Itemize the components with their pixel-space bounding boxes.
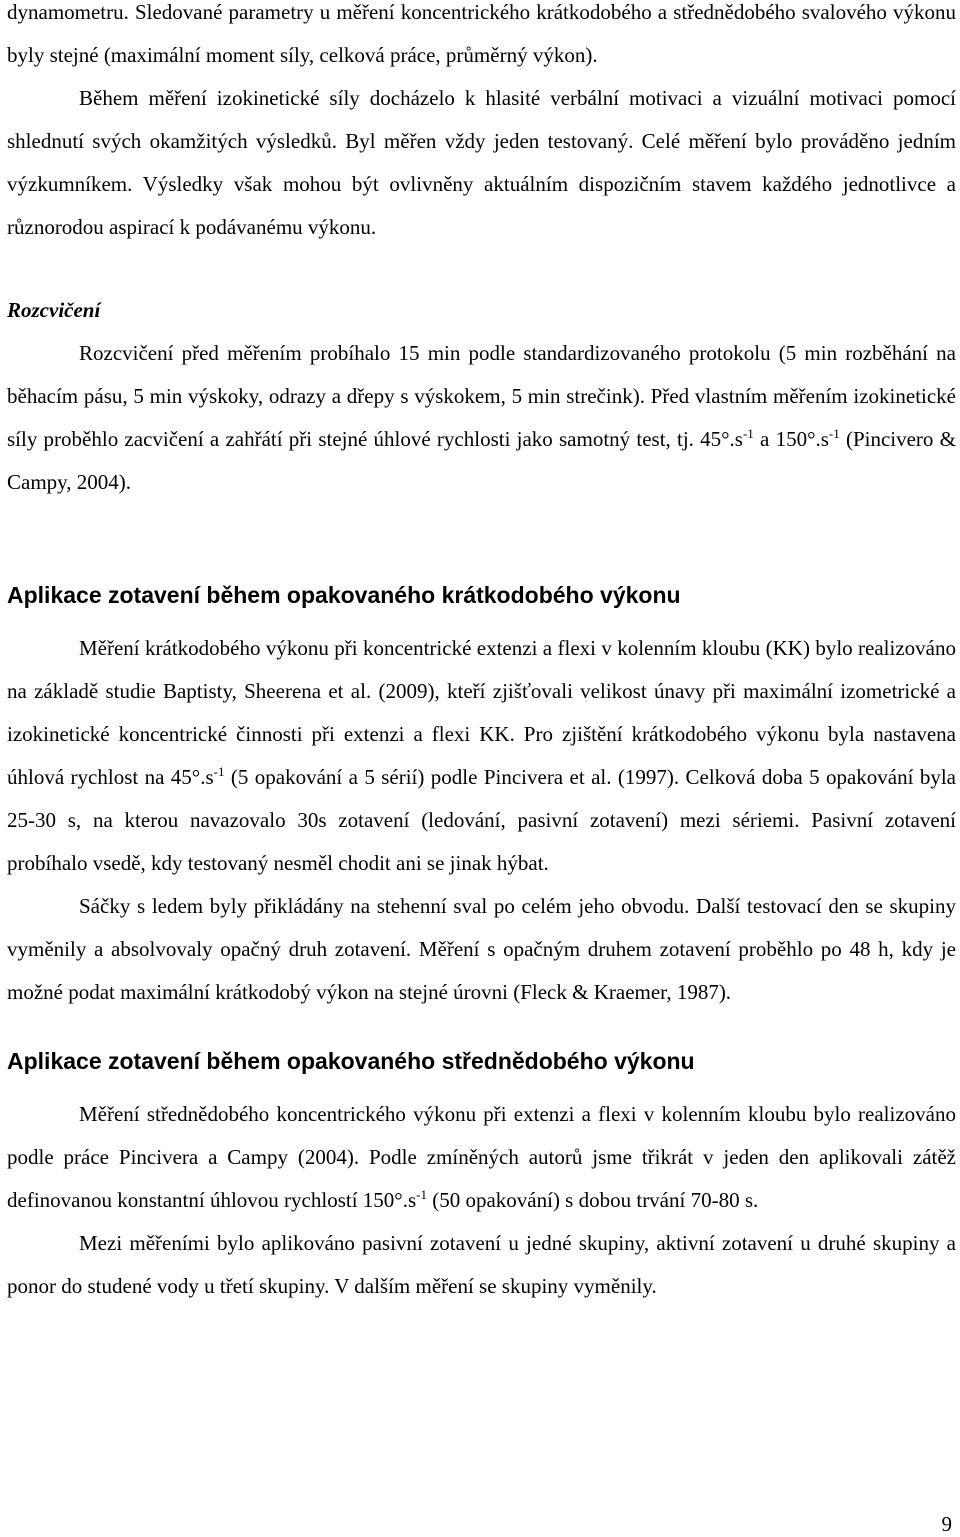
short-term-text-part-1: Měření krátkodobého výkonu při koncentrické extenzi a flexi v kolenním kloubu (KK) bylo realizováno na základě studie Baptisty, Sheerena et al. (2009), kteří zjišťovali velikost únavy při maximální izometrické a izokinetické koncentrické činnosti při extenzi a flexi KK. Pro zjištění krátkodobého výkonu byla nastavena úhlová rychlost na 45°.s <box>7 636 956 789</box>
heading-short-term-recovery: Aplikace zotavení během opakovaného krátkodobého výkonu <box>7 582 681 608</box>
paragraph-measured-parameters: dynamometru. Sledované parametry u měření koncentrického krátkodobého a střednědobého svalového výkonu byly stejné (maximální moment síly, celková práce, průměrný výkon). <box>7 0 956 67</box>
warmup-superscript-2: -1 <box>828 426 840 441</box>
paragraph-short-term-measurement <box>7 627 956 885</box>
short-term-text-part-2: (5 opakování a 5 sérií) podle Pincivera et al. (1997). Celková doba 5 opakování byla 25-30 s, na kterou navazovalo 30s zotavení (ledování, pasivní zotavení) mezi sériemi. Pasivní zotavení probíhalo vsedě, kdy testovaný nesměl chodit ani se jinak hýbat. <box>7 765 956 875</box>
short-term-superscript: -1 <box>213 764 225 779</box>
paragraph-warmup <box>7 332 956 504</box>
warmup-text-part-3: (Pincivero & Campy, 2004). <box>7 427 956 494</box>
mid-term-text-part-2: (50 opakování) s dobou trvání 70-80 s. <box>426 1188 759 1212</box>
paragraph-motivation: Během měření izokinetické síly docházelo k hlasité verbální motivaci a vizuální motivaci pomocí shlednutí svých okamžitých výsledků. Byl měřen vždy jeden testovaný. Celé měření bylo prováděno jedním výzkumníkem. Výsledky však mohou být ovlivněny aktuálním dispozičním stavem každého jednotlivce a různorodou aspirací k podávanému výkonu. <box>7 86 956 239</box>
paragraph-ice-bags: Sáčky s ledem byly přikládány na stehenní sval po celém jeho obvodu. Další testovací den se skupiny vyměnily a absolvovaly opačný druh zotavení. Měření s opačným druhem zotavení proběhlo po 48 h, kdy je možné podat maximální krátkodobý výkon na stejné úrovni (Fleck & Kraemer, 1987). <box>7 894 956 1004</box>
warmup-text-part-1: Rozcvičení před měřením probíhalo 15 min podle standardizovaného protokolu (5 min rozběhání na běhacím pásu, 5 min výskoky, odrazy a dřepy s výskokem, 5 min strečink). Před vlastním měřením izokinetické síly proběhlo zacvičení a zahřátí při stejné úhlové rychlosti jako samotný test, tj. 45°.s <box>7 341 956 451</box>
warmup-superscript-1: -1 <box>742 426 754 441</box>
warmup-text-part-2: a 150°.s <box>753 427 829 451</box>
page-number: 9 <box>941 1512 952 1536</box>
heading-mid-term-recovery: Aplikace zotavení během opakovaného střednědobého výkonu <box>7 1048 695 1074</box>
paragraph-mid-term-measurement <box>7 1093 956 1222</box>
mid-term-text-part-1: Měření střednědobého koncentrického výkonu při extenzi a flexi v kolenním kloubu bylo realizováno podle práce Pincivera a Campy (2004). Podle zmíněných autorů jsme třikrát v jeden den aplikovali zátěž definovanou konstantní úhlovou rychlostí 150°.s <box>7 1102 956 1212</box>
mid-term-superscript: -1 <box>416 1187 427 1202</box>
heading-warmup: Rozcvičení <box>7 298 101 322</box>
document-page <box>7 0 956 1308</box>
paragraph-recovery-types: Mezi měřeními bylo aplikováno pasivní zotavení u jedné skupiny, aktivní zotavení u druhé skupiny a ponor do studené vody u třetí skupiny. V dalším měření se skupiny vyměnily. <box>7 1231 956 1298</box>
